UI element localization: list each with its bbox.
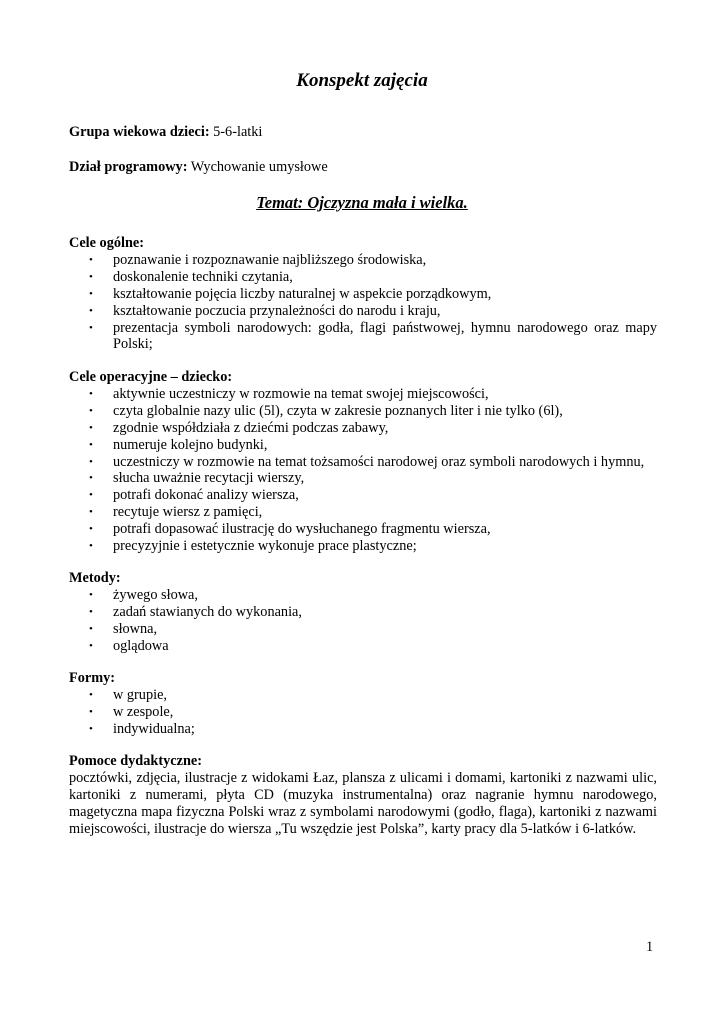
operational-goals-section (69, 369, 657, 555)
bullet-icon: • (89, 438, 93, 451)
list-item: • zadań stawianych do wykonania, (89, 603, 302, 620)
bullet-icon: • (89, 387, 93, 400)
list-item: • oglądowa (89, 637, 169, 654)
age-group-value: 5-6-latki (209, 124, 263, 140)
list-item: • żywego słowa, (89, 586, 198, 603)
bullet-icon: • (89, 639, 93, 652)
list-item: • recytuje wiersz z pamięci, (89, 504, 263, 521)
list-item: • prezentacja symboli narodowych: godła, flagi państwowej, hymnu narodowego oraz mapy Polski; (89, 319, 657, 353)
list-item: • numeruje kolejno budynki, (89, 436, 268, 453)
bullet-icon: • (89, 489, 93, 502)
teaching-aids-text: pocztówki, zdjęcia, ilustracje z widokami Łaz, plansza z ulicami i domami, kartoniki z nazwami ulic, kartoniki z numerami, płyta CD (muzyka instrumentalna) oraz nagranie hymnu narodowego, magetyczna mapa fizyczna Polski wraz z symbolami narodowymi (godło, flaga), kartoniki z nazwami miejscowości, ilustracje do wiersza „Tu wszędzie jest Polska”, karty pracy dla 5-latków i 6-latków. (69, 769, 657, 837)
list-item: • słowna, (89, 620, 158, 637)
list-item: • aktywnie uczestniczy w rozmowie na temat swojej miejscowości, (89, 385, 489, 402)
list-item: • w grupie, (89, 686, 167, 703)
bullet-icon: • (89, 622, 93, 635)
list-item: • precyzyjnie i estetycznie wykonuje prace plastyczne; (89, 538, 417, 555)
bullet-icon: • (89, 287, 93, 300)
bullet-icon: • (89, 523, 93, 536)
methods-heading: Metody: (69, 570, 121, 586)
bullet-icon: • (89, 253, 93, 266)
bullet-icon: • (89, 455, 93, 468)
methods-section (69, 570, 657, 655)
general-goals-list (69, 252, 657, 353)
topic-heading: Temat: Ojczyzna mała i wielka. (256, 193, 468, 212)
program-section-value: Wychowanie umysłowe (187, 159, 328, 175)
bullet-icon: • (89, 506, 93, 519)
list-item: • kształtowanie pojęcia liczby naturalnej w aspekcie porządkowym, (89, 285, 492, 302)
bullet-icon: • (89, 421, 93, 434)
list-item: • czyta globalnie nazy ulic (5l), czyta w zakresie poznanych liter i nie tylko (6l), (89, 402, 563, 419)
teaching-aids-section (69, 753, 657, 838)
document-title: Konspekt zajęcia (296, 70, 428, 91)
program-section-label: Dział programowy: (69, 159, 188, 175)
forms-heading: Formy: (69, 670, 116, 686)
list-item: • kształtowanie poczucia przynależności do narodu i kraju, (89, 302, 441, 319)
list-item: • potrafi dopasować ilustrację do wysłuchanego fragmentu wiersza, (89, 521, 491, 538)
bullet-icon: • (89, 588, 93, 601)
age-group-line (69, 124, 262, 141)
bullet-icon: • (89, 304, 93, 317)
bullet-icon: • (89, 270, 93, 283)
bullet-icon: • (89, 705, 93, 718)
bullet-icon: • (89, 722, 93, 735)
bullet-icon: • (89, 321, 93, 334)
list-item: • zgodnie współdziała z dziećmi podczas zabawy, (89, 419, 389, 436)
list-item: • potrafi dokonać analizy wiersza, (89, 487, 299, 504)
bullet-icon: • (89, 605, 93, 618)
bullet-icon: • (89, 688, 93, 701)
forms-section (69, 670, 657, 738)
general-goals-section (69, 235, 657, 353)
general-goals-heading: Cele ogólne: (69, 235, 145, 251)
age-group-label: Grupa wiekowa dzieci: (69, 124, 210, 140)
page-number: 1 (646, 939, 654, 955)
list-item: • doskonalenie techniki czytania, (89, 268, 293, 285)
teaching-aids-heading: Pomoce dydaktyczne: (69, 753, 203, 769)
operational-goals-list (69, 386, 657, 555)
bullet-icon: • (89, 404, 93, 417)
bullet-icon: • (89, 540, 93, 553)
list-item: • w zespole, (89, 703, 174, 720)
list-item: • uczestniczy w rozmowie na temat tożsamości narodowej oraz symboli narodowych i hymnu, (89, 453, 645, 470)
bullet-icon: • (89, 472, 93, 485)
list-item: • poznawanie i rozpoznawanie najbliższego środowiska, (89, 251, 427, 268)
program-section-line (69, 159, 328, 176)
list-item: • słucha uważnie recytacji wierszy, (89, 470, 305, 487)
forms-list (69, 687, 657, 738)
operational-goals-heading: Cele operacyjne – dziecko: (69, 369, 233, 385)
methods-list (69, 587, 657, 655)
list-item: • indywidualna; (89, 720, 195, 737)
